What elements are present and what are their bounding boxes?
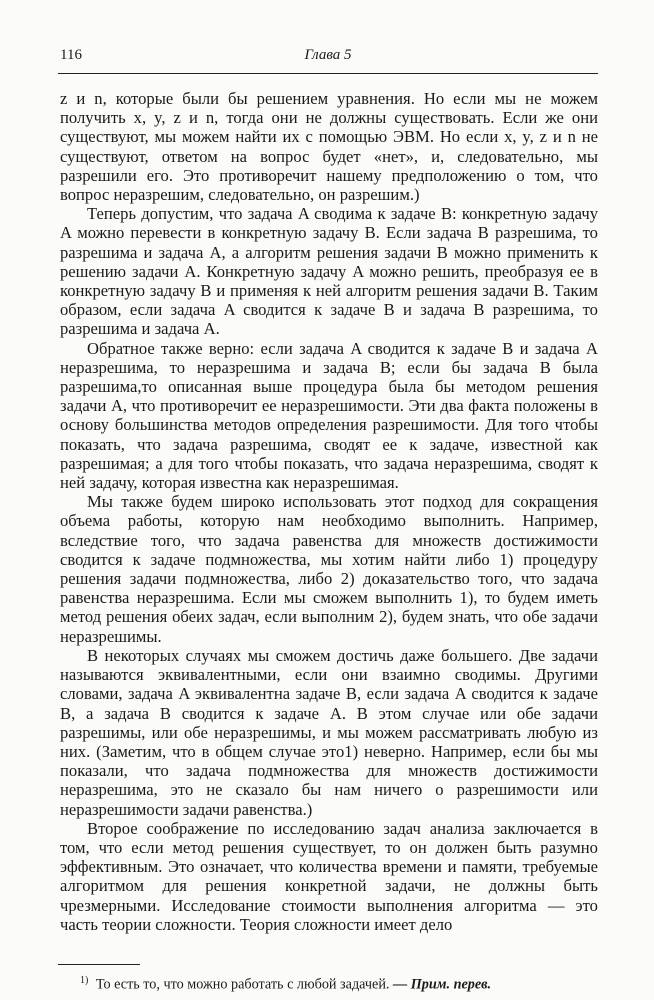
header-rule: [58, 73, 598, 74]
paragraph-6: Второе соображение по исследованию задач анализа заключается в том, что если метод решения существует, то он должен быть разумно эффективным. Это означает, что количества времени и памяти, требуемые алгоритмом для решения конкретной задачи, не должны быть чрезмерными. Исследование стоимости выполнения алгоритма — это часть теории сложности. Теория сложности имеет дело: [60, 818, 598, 934]
paragraph-1: z и n, которые были бы решением уравнения. Но если мы не можем получить x, y, z и n, тогда они не должны существовать. Если же они существуют, мы можем найти их с помощью ЭВМ. Но если x, y, z и n не существуют, ответом на вопрос будет «нет», и, следовательно, мы разрешили его. Это противоречит нашему предположению о том, что вопрос неразрешим, следовательно, он разрешим.): [60, 89, 598, 205]
page-number: 116: [60, 47, 82, 63]
paragraph-2: Теперь допустим, что задача A сводима к задаче B: конкретную задачу A можно перевести в конкретную задачу B. Если задача B разрешима, то разрешима и задача A, а алгоритм решения задачи B можно применить к решению задачи A. Конкретную задачу A можно решить, преобразуя ее в конкретную задачу B и применяя к ней алгоритм решения задачи B. Таким образом, если задача A сводится к задаче B и задача B разрешима, то разрешима и задача A.: [60, 204, 598, 339]
paragraph-5: В некоторых случаях мы сможем достичь даже большего. Две задачи называются эквивалентными, если они взаимно сводимы. Другими словами, задача A эквивалентна задаче B, если задача A сводится к задаче B, а задача B сводится к задаче A. В этом случае или обе задачи разрешимы, или обе неразрешимы, и мы можем рассматривать любую из них. (Заметим, что в общем случае это1) неверно. Например, если бы мы показали, что задача подмножества для множеств достижимости неразрешима, это не сказало бы нам ничего о разрешимости или неразрешимости задачи равенства.): [60, 645, 598, 819]
paragraph-4: Мы также будем широко использовать этот подход для сокращения объема работы, которую нам необходимо выполнить. Например, вследствие того, что задача равенства для множеств достижимости сводится к задаче подмножества, мы хотим найти либо 1) процедуру решения задачи подмножества, либо 2) доказательство того, что задача равенства неразрешима. Если мы сможем выполнить 1), то будем иметь метод решения обеих задач, если выполним 2), будем знать, что обе задачи неразрешимы.: [60, 492, 598, 646]
translator-note: — Прим. перев.: [393, 976, 492, 993]
page-header: [58, 44, 598, 66]
footnote-text: То есть то, что можно работать с любой задачей.: [95, 976, 390, 993]
body-text: [60, 89, 598, 934]
footnote: [80, 972, 600, 994]
footnote-marker: 1): [80, 975, 89, 986]
running-head: Глава 5: [304, 47, 352, 63]
footnote-rule: [58, 964, 140, 965]
paragraph-3: Обратное также верно: если задача A сводится к задаче B и задача A неразрешима, то неразрешима и задача B; если бы задача B была разрешима,то описанная выше процедура была бы методом решения задачи A, что противоречит ее неразрешимости. Эти два факта положены в основу большинства методов определения разрешимости. Для того чтобы показать, что задача разрешима, сводят ее к задаче, известной как разрешимая; а для того чтобы показать, что задача неразрешима, сводят к ней задачу, которая известна как неразрешимая.: [60, 338, 598, 493]
book-page: [58, 44, 598, 993]
